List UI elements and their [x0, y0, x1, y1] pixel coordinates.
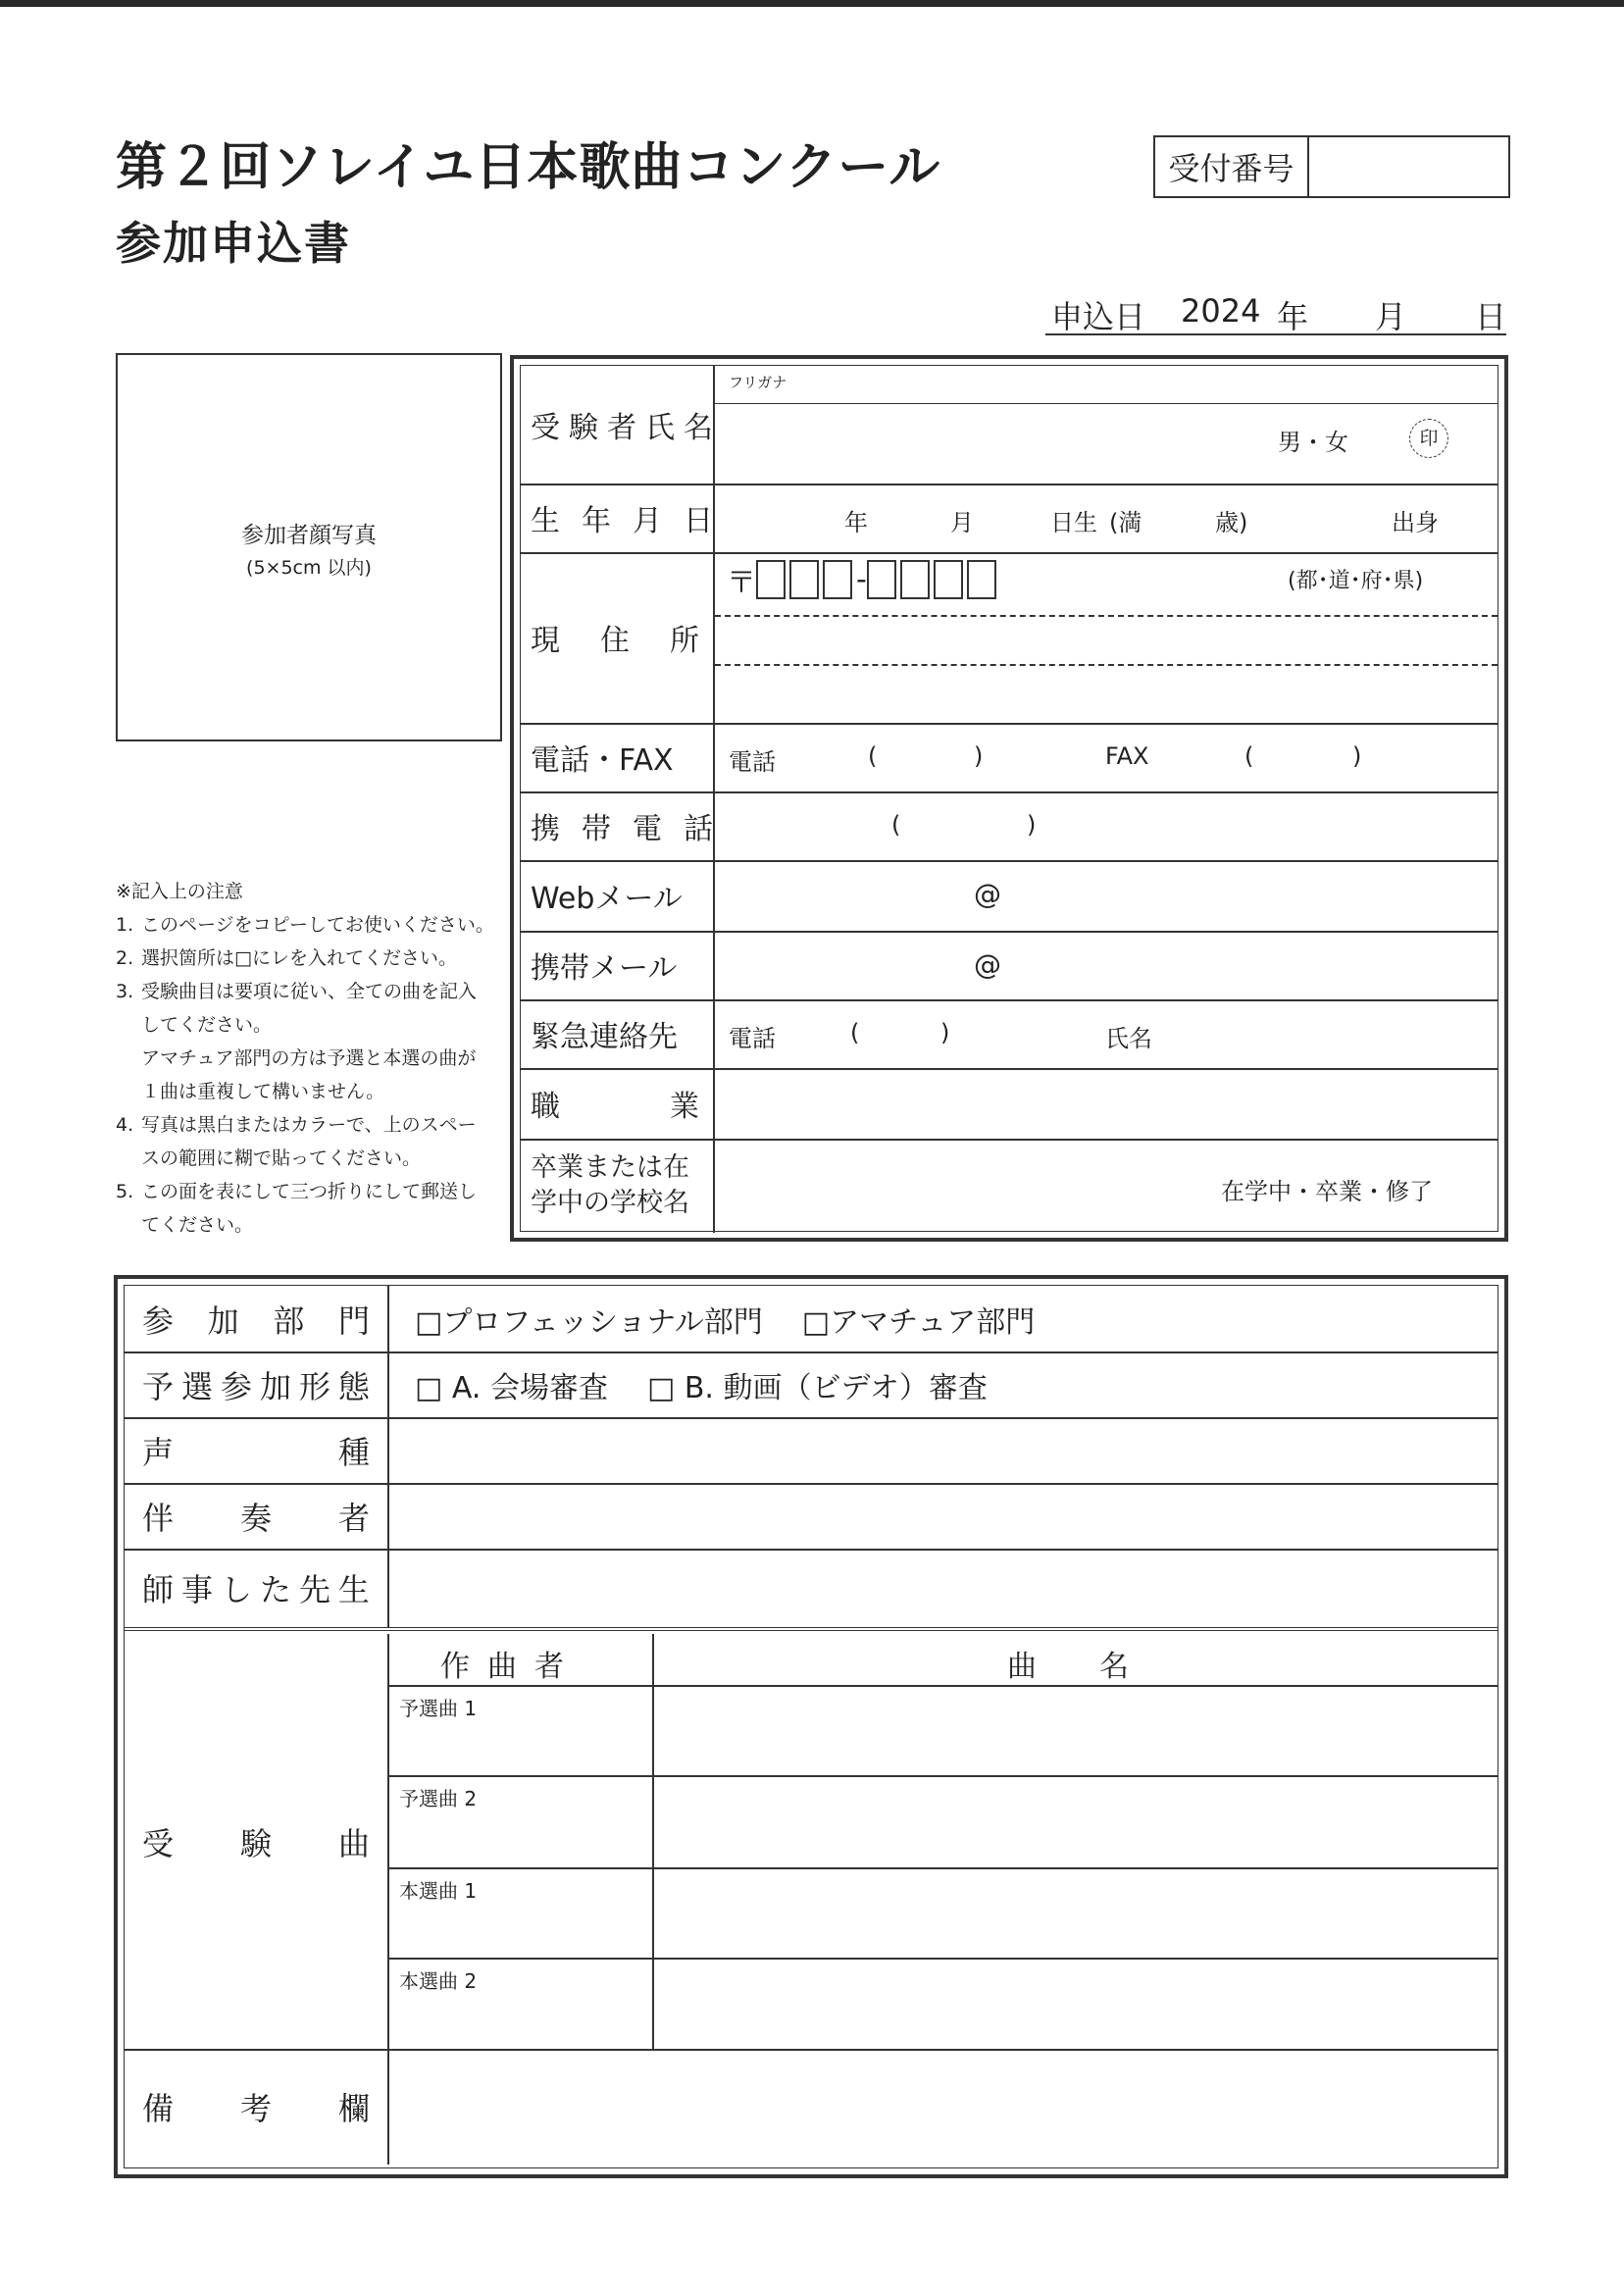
composer-header: 作曲者	[440, 1650, 582, 1684]
teacher-label: 師 事 し た 先 生	[125, 1549, 389, 1627]
song-row[interactable]: 本選曲 1	[389, 1867, 1497, 1960]
checkbox-amateur[interactable]: □アマチュア部門	[801, 1304, 1036, 1340]
accompanist-field[interactable]	[389, 1483, 1497, 1549]
photo-label: 参加者顔写真	[241, 523, 377, 548]
row-prelim-format	[125, 1351, 1497, 1419]
row-emergency	[521, 999, 1497, 1070]
seal-mark: 印	[1409, 419, 1448, 458]
prelim-format-options	[389, 1351, 1497, 1417]
row-remarks	[125, 2049, 1497, 2165]
note-item: 1. このページをコピーしてお使いください。	[116, 914, 494, 936]
mobile-mail-field[interactable]: @	[974, 948, 1001, 981]
remarks-field[interactable]	[389, 2049, 1497, 2165]
mobile-mail-label: 携帯メール	[521, 931, 715, 999]
mobile-label: 携 帯 電 話	[521, 791, 715, 860]
photo-size-note: (5×5cm 以内)	[246, 557, 372, 579]
notes	[116, 875, 503, 1242]
photo-box[interactable]	[116, 353, 502, 741]
reception-number-box	[1153, 135, 1510, 198]
note-item: 4. 写真は黒白またはカラーで、上のスペー スの範囲に糊で貼ってください。	[116, 1114, 477, 1169]
reception-number-label: 受付番号	[1155, 137, 1309, 196]
division-options	[389, 1286, 1497, 1351]
title-header: 曲名	[1007, 1650, 1192, 1684]
furigana-row[interactable]	[715, 366, 1497, 404]
voice-label: 声 種	[125, 1417, 389, 1483]
row-phone-fax	[521, 723, 1497, 793]
day-unit: 日	[1475, 298, 1507, 335]
name-field[interactable]	[715, 366, 1497, 484]
note-item: 3. 受験曲目は要項に従い、全ての曲を記入 してください。 アマチュア部門の方は予選と本選の曲が １曲は重複して構いません。	[116, 981, 478, 1102]
row-mobile-mail	[521, 931, 1497, 1001]
school-field[interactable]	[715, 1139, 1497, 1233]
school-label: 卒業または在 学中の学校名	[521, 1139, 715, 1233]
songs-header	[389, 1634, 1497, 1687]
prelim-format-label: 予 選 参 加 形 態	[125, 1351, 389, 1417]
row-mobile	[521, 791, 1497, 862]
web-mail-field[interactable]: @	[974, 878, 1001, 910]
address-field[interactable]	[715, 552, 1497, 723]
row-division	[125, 1286, 1497, 1353]
teacher-field[interactable]	[389, 1549, 1497, 1627]
entry-table	[114, 1275, 1508, 2178]
row-web-mail	[521, 860, 1497, 933]
application-date-label: 申込日	[1051, 298, 1146, 335]
birth-label: 生 年 月 日	[521, 484, 715, 552]
occupation-field[interactable]	[715, 1068, 1497, 1139]
song-row[interactable]: 予選曲 1	[389, 1685, 1497, 1777]
row-occupation	[521, 1068, 1497, 1141]
row-accompanist	[125, 1483, 1497, 1551]
song-row[interactable]: 本選曲 2	[399, 1969, 478, 1993]
songs-label: 受 験 曲	[125, 1634, 389, 2049]
application-date	[1045, 292, 1506, 335]
phone-fax-field[interactable]: 電話 ( ) FAX ( )	[729, 742, 1362, 776]
row-teacher	[125, 1549, 1497, 1631]
notes-heading: ※記入上の注意	[116, 881, 243, 902]
division-label: 参 加 部 門	[125, 1286, 389, 1351]
phone-fax-label: 電話・FAX	[521, 723, 715, 791]
name-label: 受 験 者 氏 名	[521, 366, 715, 484]
checkbox-professional[interactable]: □プロフェッショナル部門	[415, 1304, 763, 1340]
page-subtitle: 参加申込書	[116, 217, 351, 270]
prefecture-note: (都･道･府･県)	[1288, 569, 1424, 593]
row-address	[521, 552, 1497, 725]
song-row[interactable]: 予選曲 2	[389, 1775, 1497, 1869]
application-year: 2024	[1181, 292, 1261, 330]
accompanist-label: 伴 奏 者	[125, 1483, 389, 1549]
emergency-field[interactable]: 電話 ( ) 氏名	[729, 1019, 1152, 1052]
row-voice	[125, 1417, 1497, 1485]
checkbox-venue[interactable]: □ A. 会場審査	[415, 1370, 608, 1405]
note-item: 2. 選択箇所は□にレを入れてください。	[116, 947, 457, 969]
page-title: 第２回ソレイユ日本歌曲コンクール	[116, 138, 941, 197]
occupation-label: 職 業	[521, 1068, 715, 1139]
postal-code-boxes[interactable]: 〒 -	[727, 558, 1000, 601]
row-name	[521, 366, 1497, 485]
emergency-label: 緊急連絡先	[521, 999, 715, 1068]
personal-info-table	[510, 355, 1508, 1242]
dashed-line	[715, 615, 1497, 617]
month-unit: 月	[1375, 298, 1407, 335]
web-mail-label: Webメール	[521, 860, 715, 931]
row-birth	[521, 484, 1497, 554]
dashed-line	[715, 664, 1497, 666]
remarks-label: 備 考 欄	[125, 2049, 389, 2165]
school-status-option[interactable]: 在学中・卒業・修了	[1221, 1178, 1433, 1205]
birth-field[interactable]: 年 月 日生 (満 歳) 出身	[844, 509, 1439, 536]
note-item: 5. この面を表にして三つ折りにして郵送し てください。	[116, 1181, 478, 1236]
mobile-field[interactable]: ( )	[891, 811, 1037, 839]
checkbox-video[interactable]: □ B. 動画（ビデオ）審査	[646, 1370, 988, 1405]
row-school	[521, 1139, 1497, 1233]
top-border	[0, 0, 1624, 7]
gender-option[interactable]: 男・女	[1278, 429, 1348, 456]
voice-field[interactable]	[389, 1417, 1497, 1483]
year-unit: 年	[1277, 298, 1309, 335]
reception-number-field[interactable]	[1309, 137, 1508, 196]
songs-section	[125, 1634, 1497, 2051]
address-label: 現 住 所	[521, 552, 715, 723]
furigana-label: フリガナ	[729, 374, 787, 391]
